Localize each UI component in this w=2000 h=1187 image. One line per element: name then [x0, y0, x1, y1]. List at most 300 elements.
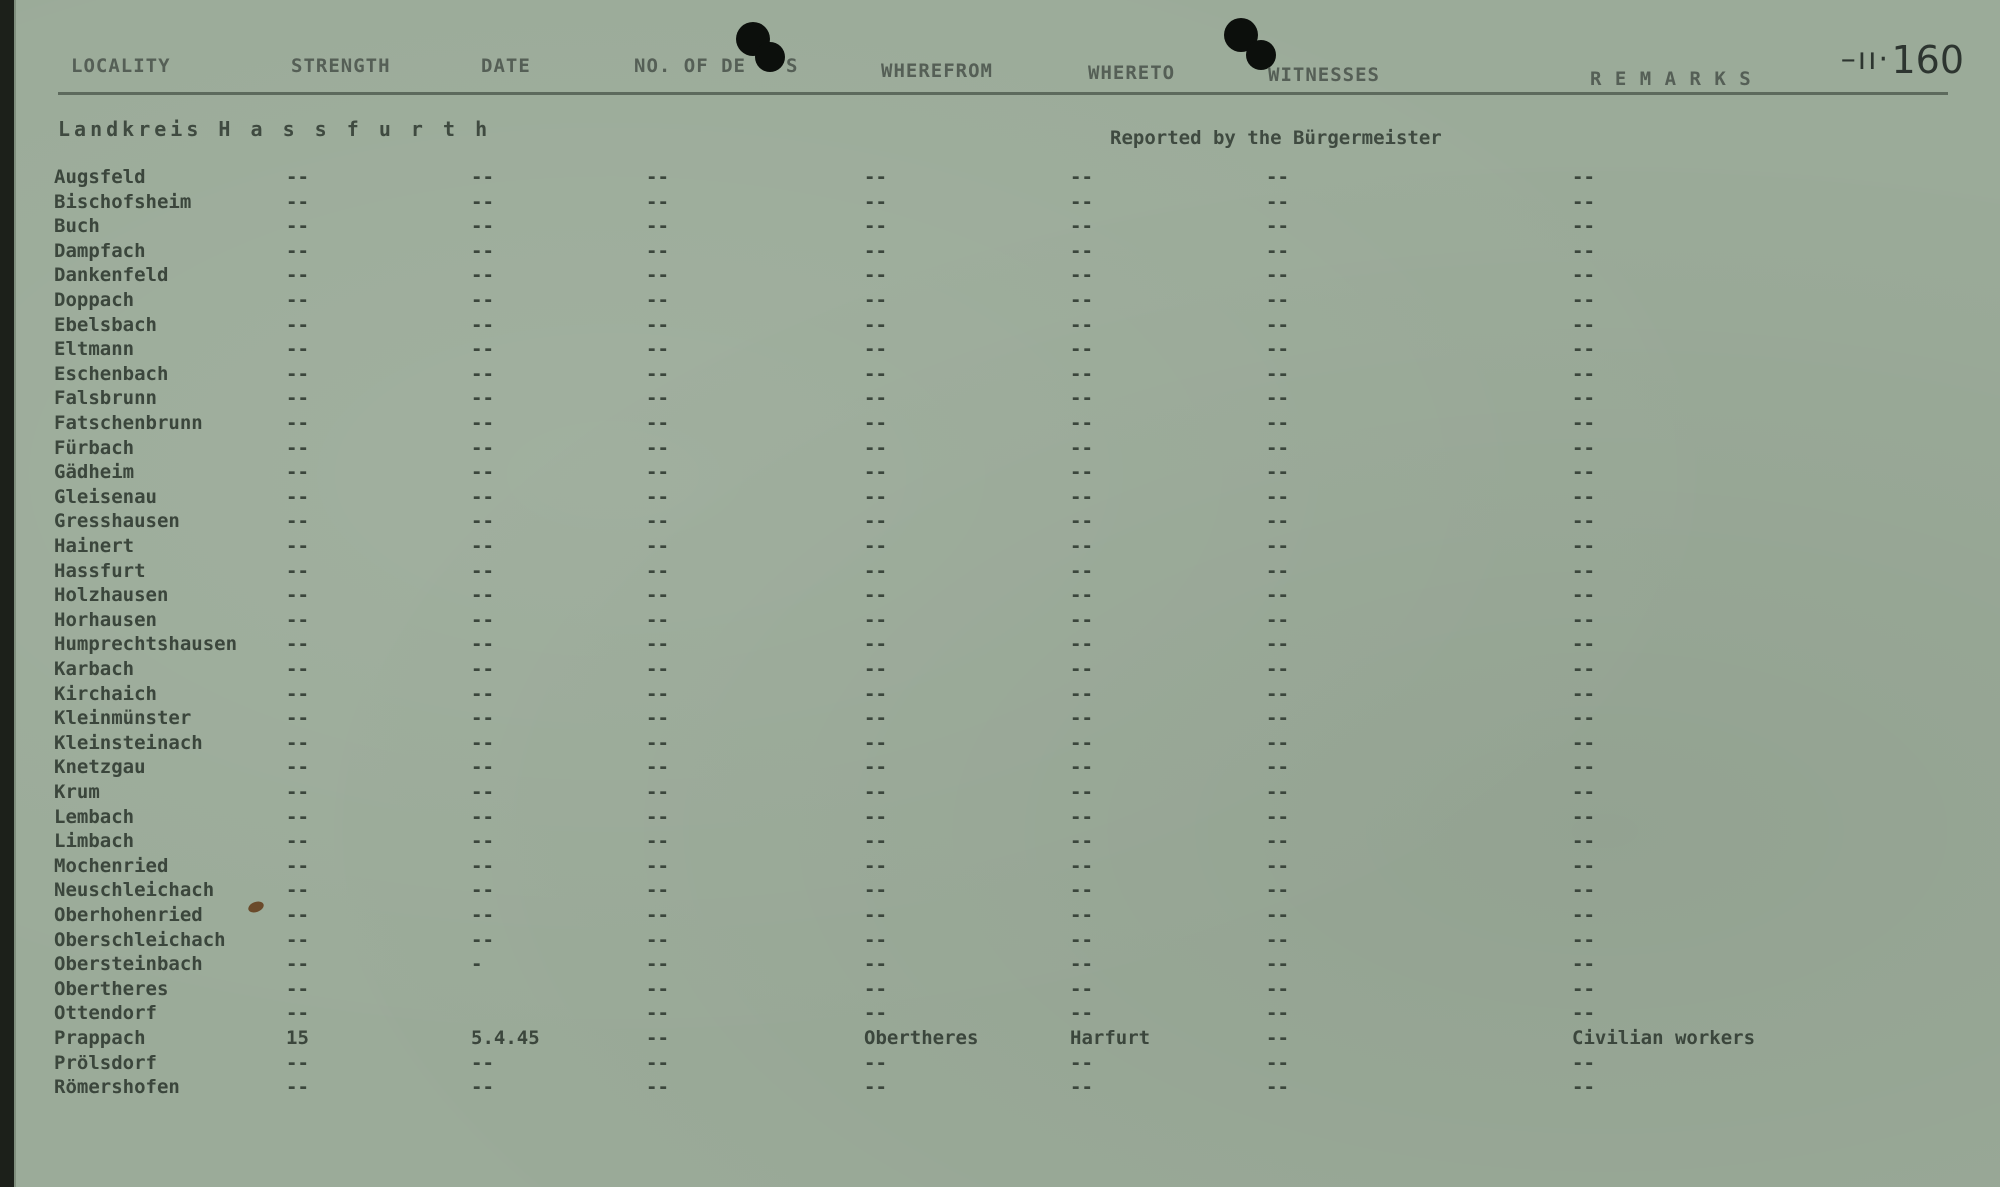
strength-cell: -- [286, 1076, 309, 1099]
wherefrom-cell: Obertheres [864, 1027, 979, 1049]
remarks-cell: -- [1572, 584, 1595, 607]
whereto-cell: -- [1070, 313, 1093, 336]
locality-cell: Knetzgau [54, 756, 146, 779]
strength-cell: -- [286, 854, 309, 877]
dead-cell: -- [646, 412, 669, 434]
whereto-cell: Harfurt [1070, 1027, 1151, 1049]
date-cell: -- [471, 436, 494, 459]
wherefrom-cell: -- [864, 1076, 887, 1099]
date-cell: -- [471, 412, 494, 434]
strength-cell: -- [286, 436, 309, 459]
wherefrom-cell: -- [864, 584, 887, 607]
date-cell: -- [471, 264, 494, 287]
locality-cell: Obersteinbach [54, 953, 203, 976]
locality-cell: Horhausen [54, 608, 157, 631]
date-cell: 5.4.45 [471, 1027, 540, 1049]
table-row [16, 560, 2000, 584]
table-row [16, 633, 2000, 657]
remarks-cell: -- [1572, 510, 1595, 533]
wherefrom-cell: -- [864, 731, 887, 754]
strength-cell: -- [286, 559, 309, 582]
remarks-cell: -- [1572, 805, 1595, 828]
strength-cell: -- [286, 682, 309, 705]
witnesses-cell: -- [1266, 904, 1289, 926]
date-cell: -- [471, 682, 494, 705]
whereto-cell: -- [1070, 658, 1093, 680]
document-page [14, 0, 2000, 1187]
locality-cell: Dampfach [54, 239, 146, 262]
whereto-cell: -- [1070, 559, 1093, 582]
remarks-cell: -- [1572, 658, 1595, 680]
wherefrom-cell: -- [864, 338, 887, 361]
table-row [16, 338, 2000, 362]
dead-cell: -- [646, 1051, 669, 1074]
date-cell: -- [471, 830, 494, 853]
wherefrom-cell: -- [864, 682, 887, 705]
witnesses-cell: -- [1266, 805, 1289, 828]
whereto-cell: -- [1070, 633, 1093, 656]
strength-cell: -- [286, 264, 309, 287]
header-date: DATE [481, 55, 531, 77]
table-row [16, 732, 2000, 756]
whereto-cell: -- [1070, 584, 1093, 607]
remarks-cell: -- [1572, 977, 1595, 1000]
strength-cell: -- [286, 510, 309, 533]
strength-cell: -- [286, 215, 309, 238]
dead-cell: -- [646, 436, 669, 459]
table-row [16, 855, 2000, 879]
locality-cell: Falsbrunn [54, 387, 157, 410]
table-row [16, 609, 2000, 633]
whereto-cell: -- [1070, 1002, 1093, 1025]
whereto-cell: -- [1070, 338, 1093, 361]
locality-cell: Hainert [54, 535, 135, 557]
remarks-cell: -- [1572, 412, 1595, 434]
date-cell: -- [471, 461, 494, 484]
date-cell: -- [471, 781, 494, 803]
date-cell: -- [471, 584, 494, 607]
strength-cell: -- [286, 830, 309, 853]
wherefrom-cell: -- [864, 535, 887, 557]
remarks-cell: -- [1572, 313, 1595, 336]
date-cell: -- [471, 387, 494, 410]
remarks-cell: -- [1572, 264, 1595, 287]
dead-cell: -- [646, 215, 669, 238]
witnesses-cell: -- [1266, 535, 1289, 557]
date-cell: -- [471, 707, 494, 730]
table-row [16, 756, 2000, 780]
witnesses-cell: -- [1266, 682, 1289, 705]
date-cell: - [471, 953, 483, 976]
wherefrom-cell: -- [864, 166, 887, 188]
locality-cell: Prappach [54, 1027, 146, 1049]
remarks-cell: -- [1572, 362, 1595, 385]
table-row [16, 584, 2000, 608]
witnesses-cell: -- [1266, 461, 1289, 484]
wherefrom-cell: -- [864, 781, 887, 803]
strength-cell: -- [286, 190, 309, 213]
witnesses-cell: -- [1266, 1051, 1289, 1074]
remarks-cell: -- [1572, 215, 1595, 238]
date-cell: -- [471, 190, 494, 213]
witnesses-cell: -- [1266, 1002, 1289, 1025]
witnesses-cell: -- [1266, 633, 1289, 656]
header-remarks: R E M A R K S [1590, 68, 1752, 90]
witnesses-cell: -- [1266, 190, 1289, 213]
locality-cell: Fatschenbrunn [54, 412, 203, 434]
remarks-cell: -- [1572, 535, 1595, 557]
strength-cell: -- [286, 608, 309, 631]
date-cell: -- [471, 289, 494, 311]
wherefrom-cell: -- [864, 1051, 887, 1074]
witnesses-cell: -- [1266, 781, 1289, 803]
remarks-cell: -- [1572, 879, 1595, 902]
dead-cell: -- [646, 781, 669, 803]
wherefrom-cell: -- [864, 436, 887, 459]
table-row [16, 314, 2000, 338]
witnesses-cell: -- [1266, 854, 1289, 877]
witnesses-cell: -- [1266, 436, 1289, 459]
wherefrom-cell: -- [864, 461, 887, 484]
witnesses-cell: -- [1266, 559, 1289, 582]
date-cell: -- [471, 510, 494, 533]
locality-cell: Kirchaich [54, 682, 157, 705]
date-cell: -- [471, 805, 494, 828]
table-row [16, 412, 2000, 436]
remarks-cell: -- [1572, 781, 1595, 803]
locality-cell: Krum [54, 781, 100, 803]
remarks-cell: Civilian workers [1572, 1027, 1756, 1049]
locality-cell: Humprechtshausen [54, 633, 238, 656]
table-row [16, 437, 2000, 461]
wherefrom-cell: -- [864, 190, 887, 213]
strength-cell: 15 [286, 1027, 309, 1049]
witnesses-cell: -- [1266, 756, 1289, 779]
date-cell: -- [471, 239, 494, 262]
date-cell: -- [471, 215, 494, 238]
locality-cell: Buch [54, 215, 100, 238]
table-row [16, 264, 2000, 288]
strength-cell: -- [286, 239, 309, 262]
locality-cell: Gresshausen [54, 510, 180, 533]
whereto-cell: -- [1070, 928, 1093, 951]
locality-cell: Holzhausen [54, 584, 169, 607]
dead-cell: -- [646, 830, 669, 853]
date-cell: -- [471, 633, 494, 656]
whereto-cell: -- [1070, 707, 1093, 730]
date-cell: -- [471, 658, 494, 680]
whereto-cell: -- [1070, 461, 1093, 484]
wherefrom-cell: -- [864, 608, 887, 631]
dead-cell: -- [646, 805, 669, 828]
dead-cell: -- [646, 584, 669, 607]
witnesses-cell: -- [1266, 1027, 1289, 1049]
witnesses-cell: -- [1266, 510, 1289, 533]
locality-cell: Augsfeld [54, 166, 146, 188]
strength-cell: -- [286, 805, 309, 828]
table-row [16, 683, 2000, 707]
wherefrom-cell: -- [864, 953, 887, 976]
header-strength: STRENGTH [291, 55, 391, 77]
locality-cell: Doppach [54, 289, 135, 311]
wherefrom-cell: -- [864, 1002, 887, 1025]
district-title: Landkreis H a s s f u r t h [58, 117, 492, 141]
whereto-cell: -- [1070, 953, 1093, 976]
header-dead: NO. OF DE [634, 55, 746, 77]
date-cell: -- [471, 854, 494, 877]
date-cell: -- [471, 166, 494, 188]
dead-cell: -- [646, 707, 669, 730]
strength-cell: -- [286, 289, 309, 311]
strength-cell: -- [286, 904, 309, 926]
remarks-cell: -- [1572, 436, 1595, 459]
whereto-cell: -- [1070, 510, 1093, 533]
dead-cell: -- [646, 658, 669, 680]
wherefrom-cell: -- [864, 977, 887, 1000]
date-cell: -- [471, 559, 494, 582]
dead-cell: -- [646, 1076, 669, 1099]
dead-cell: -- [646, 362, 669, 385]
dead-cell: -- [646, 953, 669, 976]
whereto-cell: -- [1070, 436, 1093, 459]
locality-cell: Ottendorf [54, 1002, 157, 1025]
whereto-cell: -- [1070, 387, 1093, 410]
locality-cell: Oberhohenried [54, 904, 203, 926]
whereto-cell: -- [1070, 1051, 1093, 1074]
remarks-cell: -- [1572, 485, 1595, 508]
wherefrom-cell: -- [864, 805, 887, 828]
witnesses-cell: -- [1266, 830, 1289, 853]
locality-cell: Obertheres [54, 977, 169, 1000]
header-whereto: WHERETO [1088, 62, 1176, 84]
table-row [16, 535, 2000, 559]
whereto-cell: -- [1070, 977, 1093, 1000]
table-row [16, 510, 2000, 534]
whereto-cell: -- [1070, 190, 1093, 213]
dead-cell: -- [646, 879, 669, 902]
locality-cell: Neuschleichach [54, 879, 215, 902]
witnesses-cell: -- [1266, 1076, 1289, 1099]
locality-cell: Gleisenau [54, 485, 157, 508]
date-cell: -- [471, 756, 494, 779]
locality-cell: Prölsdorf [54, 1051, 157, 1074]
punch-hole [755, 42, 785, 72]
wherefrom-cell: -- [864, 854, 887, 877]
strength-cell: -- [286, 731, 309, 754]
remarks-cell: -- [1572, 928, 1595, 951]
header-rule [58, 92, 1948, 95]
strength-cell: -- [286, 166, 309, 188]
table-row [16, 461, 2000, 485]
wherefrom-cell: -- [864, 289, 887, 311]
remarks-cell: -- [1572, 707, 1595, 730]
date-cell: -- [471, 904, 494, 926]
dead-cell: -- [646, 387, 669, 410]
witnesses-cell: -- [1266, 264, 1289, 287]
table-row [16, 1027, 2000, 1051]
whereto-cell: -- [1070, 1076, 1093, 1099]
whereto-cell: -- [1070, 166, 1093, 188]
strength-cell: -- [286, 781, 309, 803]
remarks-cell: -- [1572, 289, 1595, 311]
table-row [16, 240, 2000, 264]
wherefrom-cell: -- [864, 928, 887, 951]
whereto-cell: -- [1070, 239, 1093, 262]
wherefrom-cell: -- [864, 362, 887, 385]
date-cell: -- [471, 608, 494, 631]
table-row [16, 830, 2000, 854]
witnesses-cell: -- [1266, 215, 1289, 238]
wherefrom-cell: -- [864, 830, 887, 853]
page-number: 160 [1891, 38, 1964, 82]
date-cell: -- [471, 313, 494, 336]
strength-cell: -- [286, 362, 309, 385]
strength-cell: -- [286, 412, 309, 434]
date-cell: -- [471, 485, 494, 508]
locality-cell: Ebelsbach [54, 313, 157, 336]
witnesses-cell: -- [1266, 977, 1289, 1000]
table-row [16, 953, 2000, 977]
remarks-cell: -- [1572, 731, 1595, 754]
whereto-cell: -- [1070, 854, 1093, 877]
witnesses-cell: -- [1266, 608, 1289, 631]
header-witnesses: WITNESSES [1268, 64, 1380, 86]
wherefrom-cell: -- [864, 313, 887, 336]
dead-cell: -- [646, 239, 669, 262]
table-row [16, 879, 2000, 903]
wherefrom-cell: -- [864, 707, 887, 730]
strength-cell: -- [286, 633, 309, 656]
witnesses-cell: -- [1266, 362, 1289, 385]
strength-cell: -- [286, 879, 309, 902]
remarks-cell: -- [1572, 559, 1595, 582]
whereto-cell: -- [1070, 289, 1093, 311]
date-cell: -- [471, 731, 494, 754]
remarks-cell: -- [1572, 682, 1595, 705]
table-row [16, 363, 2000, 387]
remarks-cell: -- [1572, 239, 1595, 262]
strength-cell: -- [286, 485, 309, 508]
locality-cell: Fürbach [54, 436, 135, 459]
wherefrom-cell: -- [864, 264, 887, 287]
whereto-cell: -- [1070, 756, 1093, 779]
whereto-cell: -- [1070, 830, 1093, 853]
locality-cell: Lembach [54, 805, 135, 828]
wherefrom-cell: -- [864, 215, 887, 238]
remarks-cell: -- [1572, 608, 1595, 631]
whereto-cell: -- [1070, 535, 1093, 557]
wherefrom-cell: -- [864, 412, 887, 434]
witnesses-cell: -- [1266, 387, 1289, 410]
dead-cell: -- [646, 928, 669, 951]
remarks-cell: -- [1572, 756, 1595, 779]
whereto-cell: -- [1070, 904, 1093, 926]
whereto-cell: -- [1070, 805, 1093, 828]
wherefrom-cell: -- [864, 756, 887, 779]
table-row [16, 215, 2000, 239]
header-locality: LOCALITY [71, 55, 171, 77]
table-row [16, 904, 2000, 928]
dead-cell: -- [646, 731, 669, 754]
locality-cell: Eltmann [54, 338, 135, 361]
strength-cell: -- [286, 535, 309, 557]
handwritten-mark: –ıı· [1840, 42, 1890, 77]
table-row [16, 486, 2000, 510]
dead-cell: -- [646, 461, 669, 484]
dead-cell: -- [646, 289, 669, 311]
table-row [16, 806, 2000, 830]
witnesses-cell: -- [1266, 928, 1289, 951]
witnesses-cell: -- [1266, 953, 1289, 976]
wherefrom-cell: -- [864, 239, 887, 262]
table-row [16, 707, 2000, 731]
wherefrom-cell: -- [864, 387, 887, 410]
witnesses-cell: -- [1266, 584, 1289, 607]
wherefrom-cell: -- [864, 904, 887, 926]
table-row [16, 166, 2000, 190]
reported-by: Reported by the Bürgermeister [1110, 127, 1442, 149]
witnesses-cell: -- [1266, 412, 1289, 434]
whereto-cell: -- [1070, 781, 1093, 803]
whereto-cell: -- [1070, 879, 1093, 902]
witnesses-cell: -- [1266, 485, 1289, 508]
date-cell: -- [471, 879, 494, 902]
witnesses-cell: -- [1266, 731, 1289, 754]
wherefrom-cell: -- [864, 485, 887, 508]
remarks-cell: -- [1572, 1002, 1595, 1025]
remarks-cell: -- [1572, 830, 1595, 853]
wherefrom-cell: -- [864, 658, 887, 680]
table-row [16, 1002, 2000, 1026]
whereto-cell: -- [1070, 485, 1093, 508]
date-cell: -- [471, 1051, 494, 1074]
locality-cell: Karbach [54, 658, 135, 680]
remarks-cell: -- [1572, 166, 1595, 188]
strength-cell: -- [286, 313, 309, 336]
table-row [16, 658, 2000, 682]
table-row [16, 387, 2000, 411]
wherefrom-cell: -- [864, 510, 887, 533]
remarks-cell: -- [1572, 1076, 1595, 1099]
strength-cell: -- [286, 658, 309, 680]
strength-cell: -- [286, 707, 309, 730]
strength-cell: -- [286, 584, 309, 607]
dead-cell: -- [646, 1027, 669, 1049]
table-row [16, 929, 2000, 953]
dead-cell: -- [646, 608, 669, 631]
remarks-cell: -- [1572, 904, 1595, 926]
witnesses-cell: -- [1266, 658, 1289, 680]
dead-cell: -- [646, 559, 669, 582]
remarks-cell: -- [1572, 1051, 1595, 1074]
whereto-cell: -- [1070, 264, 1093, 287]
date-cell: -- [471, 535, 494, 557]
whereto-cell: -- [1070, 682, 1093, 705]
whereto-cell: -- [1070, 215, 1093, 238]
locality-cell: Bischofsheim [54, 190, 192, 213]
dead-cell: -- [646, 682, 669, 705]
dead-cell: -- [646, 756, 669, 779]
whereto-cell: -- [1070, 608, 1093, 631]
remarks-cell: -- [1572, 461, 1595, 484]
date-cell: -- [471, 362, 494, 385]
witnesses-cell: -- [1266, 879, 1289, 902]
dead-cell: -- [646, 485, 669, 508]
whereto-cell: -- [1070, 412, 1093, 434]
wherefrom-cell: -- [864, 879, 887, 902]
dead-cell: -- [646, 535, 669, 557]
remarks-cell: -- [1572, 387, 1595, 410]
